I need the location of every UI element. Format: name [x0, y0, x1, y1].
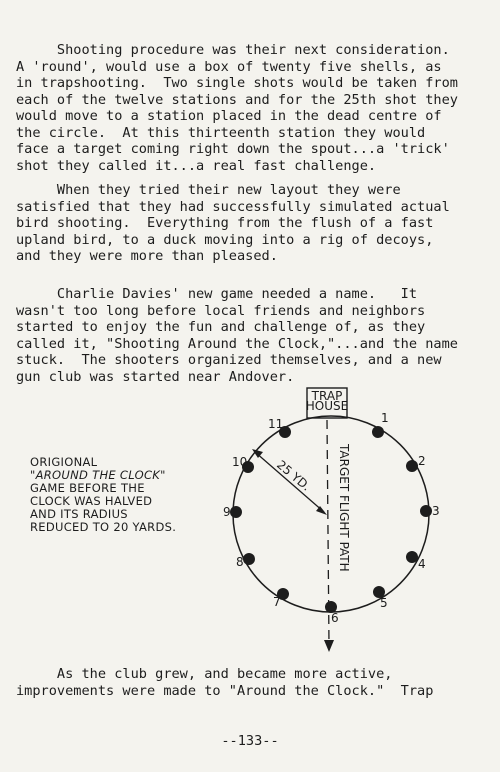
station-label: 9: [223, 505, 231, 519]
text-line: and they were more than pleased.: [16, 248, 278, 264]
station-3-marker: [420, 505, 432, 517]
text-line: satisfied that they had successfully simulated actual: [16, 198, 450, 215]
caption-line: CLOCK WAS HALVED: [30, 494, 153, 508]
text-line: shot they called it...a real fast challenge.: [16, 157, 377, 174]
paragraph-1: [16, 42, 464, 174]
paragraph-3: [16, 286, 464, 385]
caption-line: "AROUND THE CLOCK": [30, 468, 166, 482]
paragraph-2: [16, 182, 464, 265]
station-label: 3: [432, 504, 440, 518]
station-9-marker: [230, 506, 242, 518]
station-1-marker: [372, 426, 384, 438]
clock-circle: [233, 416, 429, 612]
station-8-marker: [243, 553, 255, 565]
flight-path-label: TARGET FLIGHT PATH: [337, 444, 351, 572]
text-line: started to enjoy the fun and challenge of, as they: [16, 319, 426, 335]
text-line: As the club grew, and became more active,: [16, 666, 393, 682]
text-line: in trapshooting. Two single shots would be taken from: [16, 75, 458, 91]
station-label: 2: [418, 454, 426, 468]
clock-layout-diagram: [0, 380, 500, 670]
text-line: each of the twelve stations and for the 25th shot they: [16, 91, 458, 108]
station-label: 1: [381, 411, 389, 425]
paragraph-4: [16, 666, 464, 699]
caption-line: ORIGIONAL: [30, 455, 98, 469]
station-label: 4: [418, 557, 426, 571]
text-line: wasn't too long before local friends and neighbors: [16, 302, 426, 319]
radius-label: 25 YD.: [274, 457, 314, 494]
station-label: 5: [380, 596, 388, 610]
station-label: 11: [268, 417, 284, 431]
station-4-marker: [406, 551, 418, 563]
text-line: improvements were made to "Around the Clock." Trap: [16, 682, 434, 699]
text-line: gun club was started near Andover.: [16, 368, 295, 385]
trap-house-label: TRAP: [311, 389, 343, 403]
text-line: stuck. The shooters organized themselves, and a new: [16, 352, 442, 368]
text-line: A 'round', would use a box of twenty five shells, as: [16, 58, 442, 75]
station-labels: [223, 411, 440, 625]
trap-house-label: HOUSE: [305, 399, 349, 413]
flight-path-arrow-icon: [324, 640, 334, 652]
caption-line: GAME BEFORE THE: [30, 481, 145, 495]
page-number: --133--: [221, 733, 279, 749]
station-label: 8: [236, 555, 244, 569]
text-line: called it, "Shooting Around the Clock,"...and the name: [16, 335, 458, 352]
station-label: 6: [331, 611, 339, 625]
station-label: 7: [273, 595, 281, 609]
station-2-marker: [406, 460, 418, 472]
text-line: upland bird, to a duck moving into a rig of decoys,: [16, 231, 434, 248]
caption-line: AND ITS RADIUS: [30, 507, 128, 521]
station-label: 10: [232, 455, 248, 469]
text-line: When they tried their new layout they were: [16, 182, 401, 198]
radius-arrow-icon: [316, 506, 327, 515]
text-line: the circle. At this thirteenth station they would: [16, 124, 426, 141]
text-line: bird shooting. Everything from the flush of a fast: [16, 215, 434, 231]
text-line: Shooting procedure was their next consideration.: [16, 42, 450, 58]
text-line: Charlie Davies' new game needed a name. It: [16, 286, 418, 302]
text-line: would move to a station placed in the dead centre of: [16, 108, 442, 124]
text-line: face a target coming right down the spout...a 'trick': [16, 141, 450, 157]
caption-line: REDUCED TO 20 YARDS.: [30, 520, 177, 534]
